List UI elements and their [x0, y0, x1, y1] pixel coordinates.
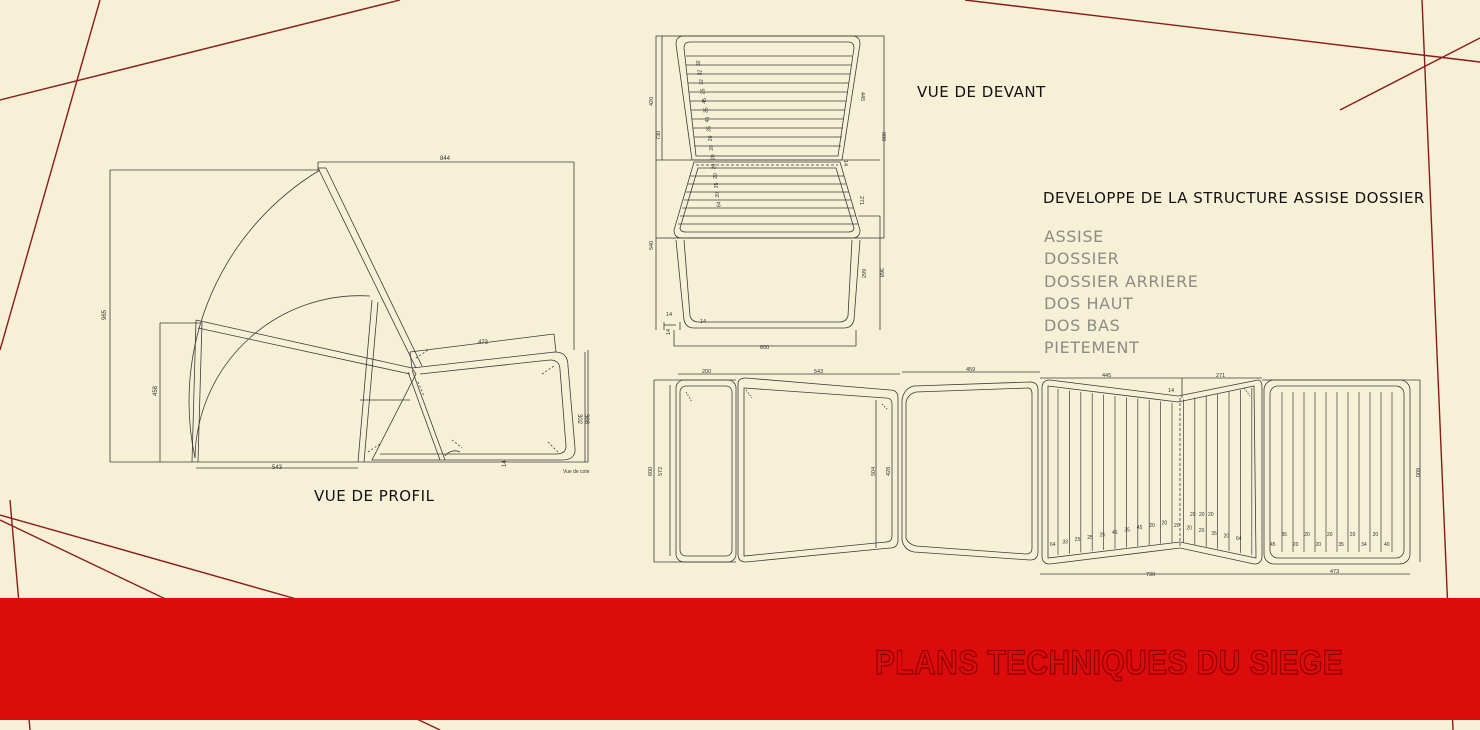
- dim-front-271: 271: [858, 196, 864, 206]
- dim-front-14-d: 14: [842, 160, 848, 167]
- dim-profile-844: 844: [440, 156, 451, 162]
- dev-slat-label: 35: [1281, 532, 1287, 538]
- dev-mid-mark: 20: [1190, 512, 1196, 518]
- dim-front-420: 420: [649, 96, 655, 106]
- front-slat-label: 45: [705, 116, 711, 123]
- dim-front-299: 299: [862, 268, 868, 278]
- dev-slat-label: 40: [1384, 542, 1390, 548]
- dev-slat-label: 45: [1136, 525, 1143, 532]
- front-slat-label: 32: [699, 79, 705, 85]
- dim-dev-600-left: 600: [648, 466, 654, 476]
- dim-dev-473: 473: [1330, 569, 1340, 575]
- legend-item-dossier: DOSSIER: [1044, 249, 1120, 269]
- dev-slat-label: 20: [1372, 532, 1379, 538]
- front-view-drawing: [656, 36, 884, 346]
- dim-profile-302: 302: [576, 414, 582, 425]
- dim-profile-473: 473: [478, 340, 489, 346]
- front-dimension-labels: [649, 92, 886, 351]
- dev-slat-label: 20: [1315, 542, 1322, 548]
- dim-front-368: 368: [878, 268, 884, 278]
- dim-front-730: 730: [656, 130, 662, 140]
- dim-dev-543: 543: [814, 369, 824, 375]
- dev-slat-label: 45: [1270, 542, 1276, 548]
- dev-slat-label: 35: [1211, 530, 1217, 537]
- development-parts-legend: [1044, 226, 1199, 360]
- legend-item-assise: ASSISE: [1044, 227, 1104, 246]
- development-title: DEVELOPPE DE LA STRUCTURE ASSISE DOSSIER: [1043, 189, 1425, 207]
- dev-mid-mark: 20: [1199, 512, 1205, 518]
- dev-slat-label: 45: [1112, 530, 1118, 536]
- dev-slat-label: 20: [1292, 542, 1299, 548]
- dim-dev-428: 428: [886, 466, 892, 476]
- front-slat-label: 35: [706, 126, 713, 132]
- banner-title: PLANS TECHNIQUES DU SIEGE: [875, 644, 1344, 682]
- dim-profile-458: 458: [153, 385, 159, 396]
- dim-front-14-a: 14: [666, 312, 673, 318]
- legend-item-dossier-arriere: DOSSIER ARRIERE: [1044, 271, 1199, 291]
- dev-mid-mark: 20: [1208, 512, 1214, 518]
- dim-front-540: 540: [649, 240, 655, 250]
- front-slat-label: 20: [708, 135, 714, 142]
- profile-dimension-labels: [102, 156, 590, 475]
- front-slat-label: 64: [716, 201, 723, 207]
- dim-profile-965: 965: [102, 309, 108, 320]
- dev-slat-label: 35: [1124, 527, 1130, 534]
- front-slat-label: 20: [712, 173, 719, 179]
- front-slat-label: 32: [697, 69, 704, 76]
- dim-dev-271: 271: [1216, 373, 1226, 379]
- dev-slat-label: 20: [1198, 528, 1205, 535]
- dim-front-600: 600: [760, 345, 770, 351]
- dim-front-14-b: 14: [700, 319, 707, 325]
- profile-view-drawing: [110, 162, 588, 468]
- dim-front-445: 445: [859, 92, 865, 102]
- legend-item-pietement: PIETEMENT: [1044, 338, 1140, 358]
- front-view-title: VUE DE DEVANT: [917, 83, 1046, 101]
- front-slat-label: 45: [702, 98, 708, 104]
- dev-slat-label: 64: [1236, 536, 1242, 542]
- dev-slat-label: 64: [1050, 542, 1056, 548]
- dev-slat-label: 20: [1304, 532, 1310, 538]
- dim-dev-14: 14: [1168, 388, 1175, 394]
- dim-front-14-c: 14: [666, 328, 672, 335]
- dim-dev-445: 445: [1102, 373, 1112, 379]
- dim-profile-368: 368: [583, 414, 589, 425]
- front-slat-label: 20: [709, 145, 716, 151]
- dim-dev-600-right: 600: [1414, 468, 1420, 478]
- front-slat-label: 20: [711, 163, 718, 170]
- development-view-drawing: [654, 372, 1420, 574]
- legend-item-dos-haut: DOS HAUT: [1044, 293, 1134, 313]
- dev-slat-label: 20: [1349, 532, 1356, 538]
- dim-dev-572: 572: [658, 466, 664, 476]
- front-slat-label: 25: [700, 88, 707, 95]
- dev-slat-label: 20: [1174, 523, 1180, 529]
- dev-slat-label: 20: [1149, 522, 1155, 529]
- front-slat-label: 35: [703, 107, 710, 113]
- dim-dev-200: 200: [702, 369, 712, 375]
- dev-slat-label: 20: [1223, 533, 1230, 540]
- profile-note: Vue de cote: [563, 469, 590, 475]
- dev-slat-label: 20: [1186, 525, 1192, 532]
- dev-slat-label: 35: [1338, 542, 1344, 548]
- dev-slat-label: 34: [1361, 542, 1367, 548]
- front-slat-label: 35: [714, 182, 720, 189]
- legend-item-dos-bas: DOS BAS: [1044, 316, 1121, 336]
- front-slat-label: 20: [715, 192, 722, 198]
- dev-slat-label: 33: [1062, 539, 1068, 546]
- front-slat-label: 32: [696, 60, 702, 66]
- front-slat-label: 20: [710, 154, 717, 160]
- dev-slat-label: 25: [1074, 537, 1081, 544]
- dev-slat-label: 25: [1087, 534, 1093, 541]
- dev-slat-label: 25: [1099, 532, 1106, 539]
- development-slat-labels-a: [1050, 520, 1242, 548]
- profile-view-title: VUE DE PROFIL: [314, 487, 435, 505]
- dim-dev-504: 504: [871, 466, 877, 476]
- dev-slat-label: 20: [1161, 520, 1168, 527]
- dim-profile-14: 14: [502, 460, 508, 467]
- dim-front-888: 888: [880, 132, 886, 142]
- front-slat-labels: [696, 60, 722, 207]
- dim-dev-459: 459: [966, 367, 976, 373]
- dev-slat-label: 20: [1327, 532, 1333, 538]
- dim-profile-543: 543: [272, 465, 283, 471]
- dim-dev-730: 730: [1146, 572, 1156, 578]
- development-slat-labels-b: [1190, 512, 1390, 548]
